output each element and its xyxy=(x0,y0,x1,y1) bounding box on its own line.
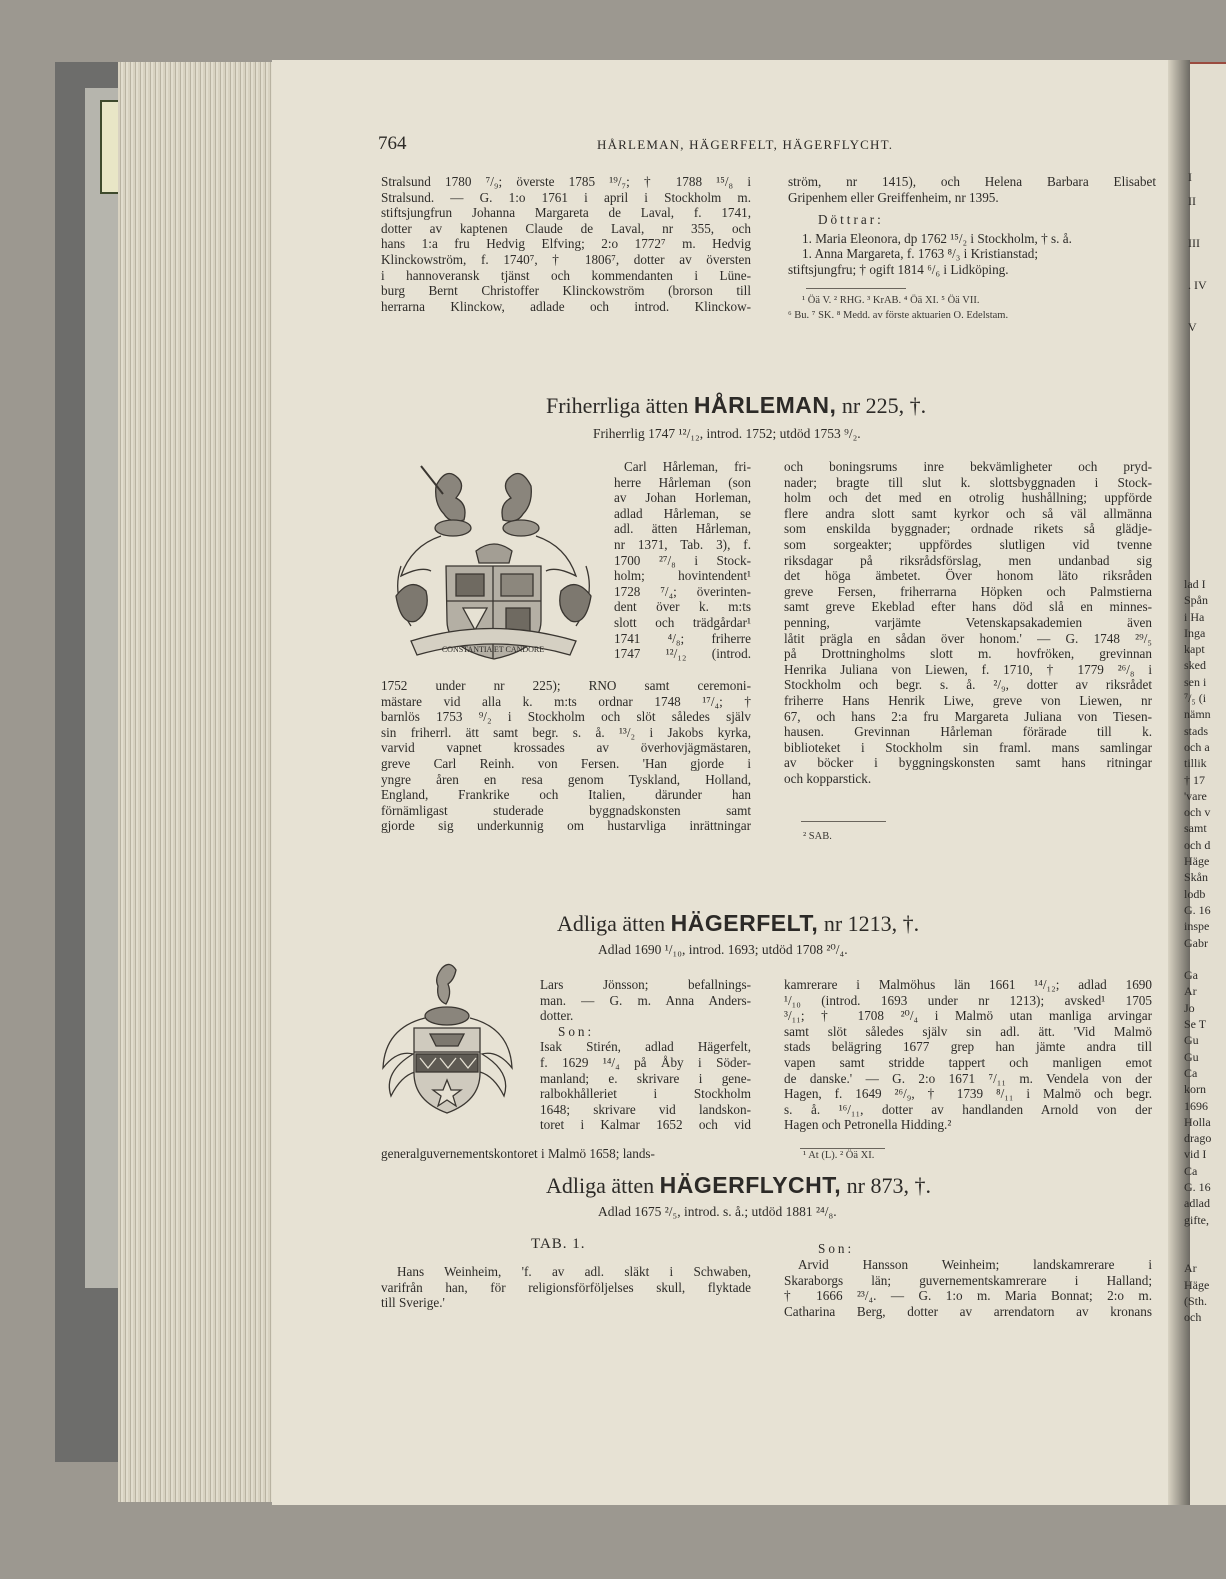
text-line: 1728 ⁷/₄; överinten- xyxy=(614,583,751,599)
text-line: varifrån han, för religionsförföljelses skull, flyktade xyxy=(381,1279,751,1295)
text-line: och boningsrums inre bekvämligheter och pryd- xyxy=(784,459,1152,474)
son-heading: Son: xyxy=(558,1023,595,1039)
text-fragment xyxy=(1184,951,1226,967)
text-line: greve Fersen, friherrarna Höpken och Palmstierna xyxy=(784,583,1152,599)
table-number: TAB. 1. xyxy=(531,1236,586,1252)
harleman-title xyxy=(546,392,926,419)
text-fragment: Gu xyxy=(1184,1033,1199,1048)
text-line: Gripenhem eller Greiffenheim, nr 1395. xyxy=(788,189,999,205)
text-fragment: 1696 xyxy=(1184,1098,1208,1113)
page-number: 764 xyxy=(378,133,407,154)
text-line: penning, varjämte Vetenskapsakademien även xyxy=(784,614,1152,630)
footnote: ¹ Öä V. ² RHG. ³ KrAB. ⁴ Öä XI. ⁵ Öä VII. xyxy=(802,294,980,306)
running-header: HÅRLEMAN, HÄGERFELT, HÄGERFLYCHT. xyxy=(597,137,894,152)
hagerfelt-footnote: ¹ At (L). ² Öä XI. xyxy=(803,1150,875,1161)
title-prefix: Adliga ätten xyxy=(546,1173,655,1198)
text-line: Hagen och Petronella Hidding.² xyxy=(784,1117,952,1133)
text-line: holm och det med en otrolig hushållning; uppförde xyxy=(784,490,1152,506)
text-fragment xyxy=(1184,1244,1226,1260)
text-fragment: Ca xyxy=(1184,1163,1198,1178)
text-line: varvid vapnet krossades av överhovjägmästaren, xyxy=(381,740,751,756)
text-line: hausen. Grevinnan Hårleman förärade till k. xyxy=(784,724,1152,740)
harleman-right-column xyxy=(784,459,1152,786)
title-suffix: nr 1213, †. xyxy=(823,911,920,936)
top-right-column xyxy=(788,174,1156,324)
text-fragment: gifte, xyxy=(1184,1212,1209,1227)
text-line: generalguvernementskontoret i Malmö 1658; lands- xyxy=(381,1146,655,1161)
text-line: som sorgeakter; uppfördes slutligen vid tvenne xyxy=(784,536,1152,552)
daughter-entry: 1. Maria Eleonora, dp 1762 ¹⁵/₂ i Stockholm, † s. å. xyxy=(802,230,1072,246)
text-line: vapen samt stridde tappert och manligen emot xyxy=(784,1054,1152,1070)
text-line: † 1666 ²³/₄. — G. 1:o m. Maria Bonnat; 2:o m. xyxy=(784,1288,1152,1304)
text-line: ¹/₁₀ (introd. 1693 under nr 1213); avsked¹ 1705 xyxy=(784,992,1152,1008)
hagerfelt-title xyxy=(557,910,919,937)
text-line: 67, och hans 2:a fru Margareta Juliana von Tiesen- xyxy=(784,708,1152,724)
text-fragment xyxy=(1184,1228,1226,1244)
text-line: ralbokhålleriet i Stockholm xyxy=(540,1086,751,1102)
text-line: det höga ämbetet. Över honom läto riksråden xyxy=(784,568,1152,584)
text-line: på Drottningholms slott m. hovfröken, grevinnan xyxy=(784,646,1152,662)
daughter-entry: stiftsjungfru; † ogift 1814 ⁶/₆ i Lidköping. xyxy=(788,261,1009,277)
text-line: nader; bragte till slut k. slottsbyggnaden i Stock- xyxy=(784,474,1152,490)
section-numeral: . IV xyxy=(1188,278,1207,292)
text-line: förnämligast studerade byggnadskonsten samt xyxy=(381,802,751,818)
text-fragment: vid I xyxy=(1184,1147,1207,1162)
text-fragment: Häge xyxy=(1184,854,1210,869)
text-fragment: inspe xyxy=(1184,919,1210,934)
hagerflycht-right-column xyxy=(784,1257,1152,1319)
text-fragment: Ar xyxy=(1184,984,1197,999)
text-fragment: och v xyxy=(1184,805,1211,820)
text-fragment: och xyxy=(1184,1310,1202,1325)
text-fragment: Se T xyxy=(1184,1017,1207,1032)
text-fragment: nämn xyxy=(1184,707,1211,722)
text-line: av böcker i byggningskonsten samt hans ritningar xyxy=(784,755,1152,771)
footnote-rule xyxy=(800,1148,885,1149)
hagerfelt-subtitle: Adlad 1690 ¹/₁₀, introd. 1693; utdöd 1708 ²⁰/₄. xyxy=(598,942,848,957)
text-line: 1741 ⁴/₈; friherre xyxy=(614,630,751,646)
text-line: Lars Jönsson; befallnings- xyxy=(540,977,751,992)
text-line: som enskilda byggnader; ordnade rikets så glädje- xyxy=(784,521,1152,537)
text-line: i hannoveransk tjänst och kommendanten i Lüne- xyxy=(381,267,751,283)
text-fragment: adlad xyxy=(1184,1196,1210,1211)
text-fragment: Ar xyxy=(1184,1261,1197,1276)
text-line: Stralsund. — G. 1:o 1761 i april i Stockholm m. xyxy=(381,189,751,205)
text-line: herre Hårleman (son xyxy=(614,474,751,490)
text-line: och kopparstick. xyxy=(784,770,872,786)
text-line: herrarna Klinckow, adlade och introd. Klinckow- xyxy=(381,298,751,314)
text-fragment: korn xyxy=(1184,1082,1206,1097)
hagerflycht-title xyxy=(546,1172,931,1199)
text-fragment: Gabr xyxy=(1184,935,1208,950)
hagerflycht-subtitle: Adlad 1675 ²/₅, introd. s. å.; utdöd 1881 ²⁴/₈. xyxy=(598,1204,837,1219)
text-line: burg Bernt Christoffer Klinckowström (brorson till xyxy=(381,283,751,299)
text-line: av Johan Horleman, xyxy=(614,490,751,506)
text-line: man. — G. m. Anna Anders- xyxy=(540,992,751,1008)
family-name: HÅRLEMAN, xyxy=(693,392,837,418)
text-fragment: ⁷/₅ (i xyxy=(1184,691,1207,706)
footnote: ⁶ Bu. ⁷ SK. ⁸ Medd. av förste aktuarien O. Edelstam. xyxy=(788,310,1009,322)
next-page-text xyxy=(1184,576,1226,1326)
text-line: Hagen, f. 1649 ²⁶/₉, † 1739 ⁸/₁₁ i Malmö och begr. xyxy=(784,1086,1152,1102)
text-line: Isak Stirén, adlad Hägerfelt, xyxy=(540,1039,751,1055)
text-line: Catharina Berg, dotter av arrendatorn av kronans xyxy=(784,1303,1152,1319)
title-prefix: Adliga ätten xyxy=(557,911,666,936)
text-fragment: lad I xyxy=(1184,577,1206,591)
text-fragment: Spån xyxy=(1184,593,1208,608)
hagerflycht-left-column xyxy=(381,1264,751,1311)
top-left-column xyxy=(381,174,751,314)
text-fragment: lodb xyxy=(1184,886,1206,901)
text-line: dent över k. m:ts xyxy=(614,599,751,615)
text-line: flere andra slott samt kyrkor och så väl allmänna xyxy=(784,505,1152,521)
text-fragment: och a xyxy=(1184,739,1210,754)
text-line: gjorde sig underkunnig om hustarvliga inrättningar xyxy=(381,818,751,834)
text-line: till Sverige.' xyxy=(381,1295,445,1311)
family-name: HÄGERFELT, xyxy=(670,910,819,936)
footnote-rule xyxy=(806,288,906,289)
family-name: HÄGERFLYCHT, xyxy=(659,1172,842,1198)
text-fragment: Inga xyxy=(1184,625,1206,640)
text-fragment: Ca xyxy=(1184,1065,1198,1080)
text-line: stads belägring 1677 grep han jämte andra till xyxy=(784,1039,1152,1055)
text-fragment: sked xyxy=(1184,658,1206,673)
text-line: 1648; skrivare vid landskon- xyxy=(540,1101,751,1117)
text-line: 1700 ²⁷/₈ i Stock- xyxy=(614,552,751,568)
text-line: Stockholm och begr. s. å. ²/₉, dotter av riksrådet xyxy=(784,677,1152,693)
title-suffix: nr 873, †. xyxy=(846,1173,931,1198)
text-fragment: Ga xyxy=(1184,968,1198,983)
text-line: yngre åren en resa genom Tyskland, Holland, xyxy=(381,771,751,787)
text-line: greve Carl Reinh. von Fersen. 'Han gjorde i xyxy=(381,755,751,771)
text-fragment: 'vare xyxy=(1184,788,1207,803)
text-line: Arvid Hansson Weinheim; landskamrerare i xyxy=(798,1257,1152,1272)
text-line: de danske.' — G. 2:o 1671 ⁷/₁₁ m. Vendela von der xyxy=(784,1070,1152,1086)
text-line: låtit prägla en sådan över honom.' — G. 1748 ²⁹/₅ xyxy=(784,630,1152,646)
text-line: Henrika Juliana von Liewen, f. 1710, † 1779 ²⁶/₈ i xyxy=(784,661,1152,677)
text-line: samt greve Ekeblad efter hans död slå en minnes- xyxy=(784,599,1152,615)
section-numeral: II xyxy=(1188,194,1196,208)
text-line: England, Frankrike och Italien, därunder han xyxy=(381,787,751,803)
text-fragment: † 17 xyxy=(1184,772,1205,787)
text-line: barnlös 1753 ⁹/₂ i Stockholm och slöt således själv xyxy=(381,709,751,725)
text-fragment: Jo xyxy=(1184,1000,1195,1015)
text-line: biblioteket i Stockholm sin framl. mans samlingar xyxy=(784,739,1152,755)
text-fragment: och d xyxy=(1184,837,1211,852)
text-line: Carl Hårleman, fri- xyxy=(624,459,751,474)
text-fragment: drago xyxy=(1184,1131,1212,1146)
text-line: kamrerare i Malmöhus län 1661 ¹⁴/₁₂; adlad 1690 xyxy=(784,977,1152,992)
text-fragment: stads xyxy=(1184,723,1208,738)
daughter-entry: 1. Anna Margareta, f. 1763 ⁸/₃ i Kristianstad; xyxy=(802,246,1039,262)
text-line: Skaraborgs län; guvernementskamrerare i Halland; xyxy=(784,1272,1152,1288)
text-line: stiftsjungfrun Johanna Margareta de Laval, f. 1741, xyxy=(381,205,751,221)
text-line: Stralsund 1780 ⁷/₉; överste 1785 ¹⁹/₇; † 1788 ¹⁵/₈ i xyxy=(381,174,751,189)
text-line: Klinckowström, f. 1740⁷, † 1806⁷, dotter av översten xyxy=(381,251,751,267)
text-line: 1752 under nr 225); RNO samt ceremoni- xyxy=(381,678,751,693)
hagerfelt-coat-of-arms xyxy=(380,960,515,1122)
text-line: ström, nr 1415), och Helena Barbara Elisabet xyxy=(788,174,1156,189)
harleman-narrow-column xyxy=(614,459,751,662)
arms-motto: CONSTANTIA ET CANDORE xyxy=(441,645,545,654)
text-fragment: Häge xyxy=(1184,1277,1210,1292)
text-fragment: Skån xyxy=(1184,870,1208,885)
son-heading: Son: xyxy=(818,1241,855,1256)
text-fragment: kapt xyxy=(1184,642,1205,657)
text-line: toret i Kalmar 1652 och vid xyxy=(540,1117,751,1133)
title-suffix: nr 225, †. xyxy=(841,393,927,418)
text-line: adlad Hårleman, se xyxy=(614,505,751,521)
section-numeral: I xyxy=(1188,170,1192,184)
text-fragment: samt xyxy=(1184,821,1207,836)
text-line: hans 1:a fru Hedvig Elfving; 2:o 1772⁷ m. Hedvig xyxy=(381,236,751,252)
text-fragment: Holla xyxy=(1184,1114,1211,1129)
text-line: s. å. ¹⁶/₁₁, dotter av handlanden Arnold von der xyxy=(784,1101,1152,1117)
text-line: 1747 ¹²/₁₂ (introd. xyxy=(614,646,751,662)
text-line: sin friherrl. ätt samt begr. s. å. ¹³/₂ i Jakobs kyrka, xyxy=(381,724,751,740)
text-fragment: G. 16 xyxy=(1184,1179,1211,1194)
text-fragment: tillik xyxy=(1184,756,1207,771)
daughters-heading: Döttrar: xyxy=(818,212,884,228)
text-line: dotter av kaptenen Claude de Laval, nr 355, och xyxy=(381,220,751,236)
footnote-rule xyxy=(801,821,886,822)
text-fragment: G. 16 xyxy=(1184,902,1211,917)
text-fragment: (Sth. xyxy=(1184,1294,1208,1309)
harleman-subtitle: Friherrlig 1747 ¹²/₁₂, introd. 1752; utdöd 1753 ⁹/₂. xyxy=(593,426,861,441)
harleman-wide-column xyxy=(381,678,751,834)
section-numeral: III xyxy=(1188,236,1200,250)
hagerfelt-narrow-column xyxy=(540,977,751,1133)
text-line: friherre Hans Henrik Liwe, greve von Liewen, nr xyxy=(784,692,1152,708)
text-line: ³/₁₁; † 1708 ²⁰/₄ i Malmö utan manliga arvingar xyxy=(784,1008,1152,1024)
text-fragment: Gu xyxy=(1184,1049,1199,1064)
text-line: f. 1629 ¹⁴/₄ på Åby i Söder- xyxy=(540,1054,751,1070)
harleman-coat-of-arms xyxy=(381,456,607,674)
page-edges xyxy=(118,62,278,1502)
text-line: riksdagar på riksrådsförslag, men undanbad sig xyxy=(784,552,1152,568)
text-fragment: sen i xyxy=(1184,674,1207,689)
text-line: manland; e. skrivare i gene- xyxy=(540,1070,751,1086)
text-line: holm; hovintendent¹ xyxy=(614,568,751,584)
harleman-footnote: ² SAB. xyxy=(803,831,832,842)
title-prefix: Friherrliga ätten xyxy=(546,393,689,418)
section-numeral: V xyxy=(1188,320,1197,334)
text-line: slott och trädgårdar¹ xyxy=(614,614,751,630)
text-fragment: i Ha xyxy=(1184,609,1205,624)
text-line: adl. ätten Hårleman, xyxy=(614,521,751,537)
text-line: dotter. xyxy=(540,1008,574,1024)
text-line: mästare vid alla k. m:ts ordnar 1748 ¹⁷/₄; † xyxy=(381,693,751,709)
text-line: Hans Weinheim, 'f. av adl. släkt i Schwaben, xyxy=(397,1264,751,1279)
hagerfelt-right-column xyxy=(784,977,1152,1133)
text-line: samt slöt således själv sin adl. ätt. 'Vid Malmö xyxy=(784,1023,1152,1039)
text-line: nr 1371, Tab. 3), f. xyxy=(614,536,751,552)
